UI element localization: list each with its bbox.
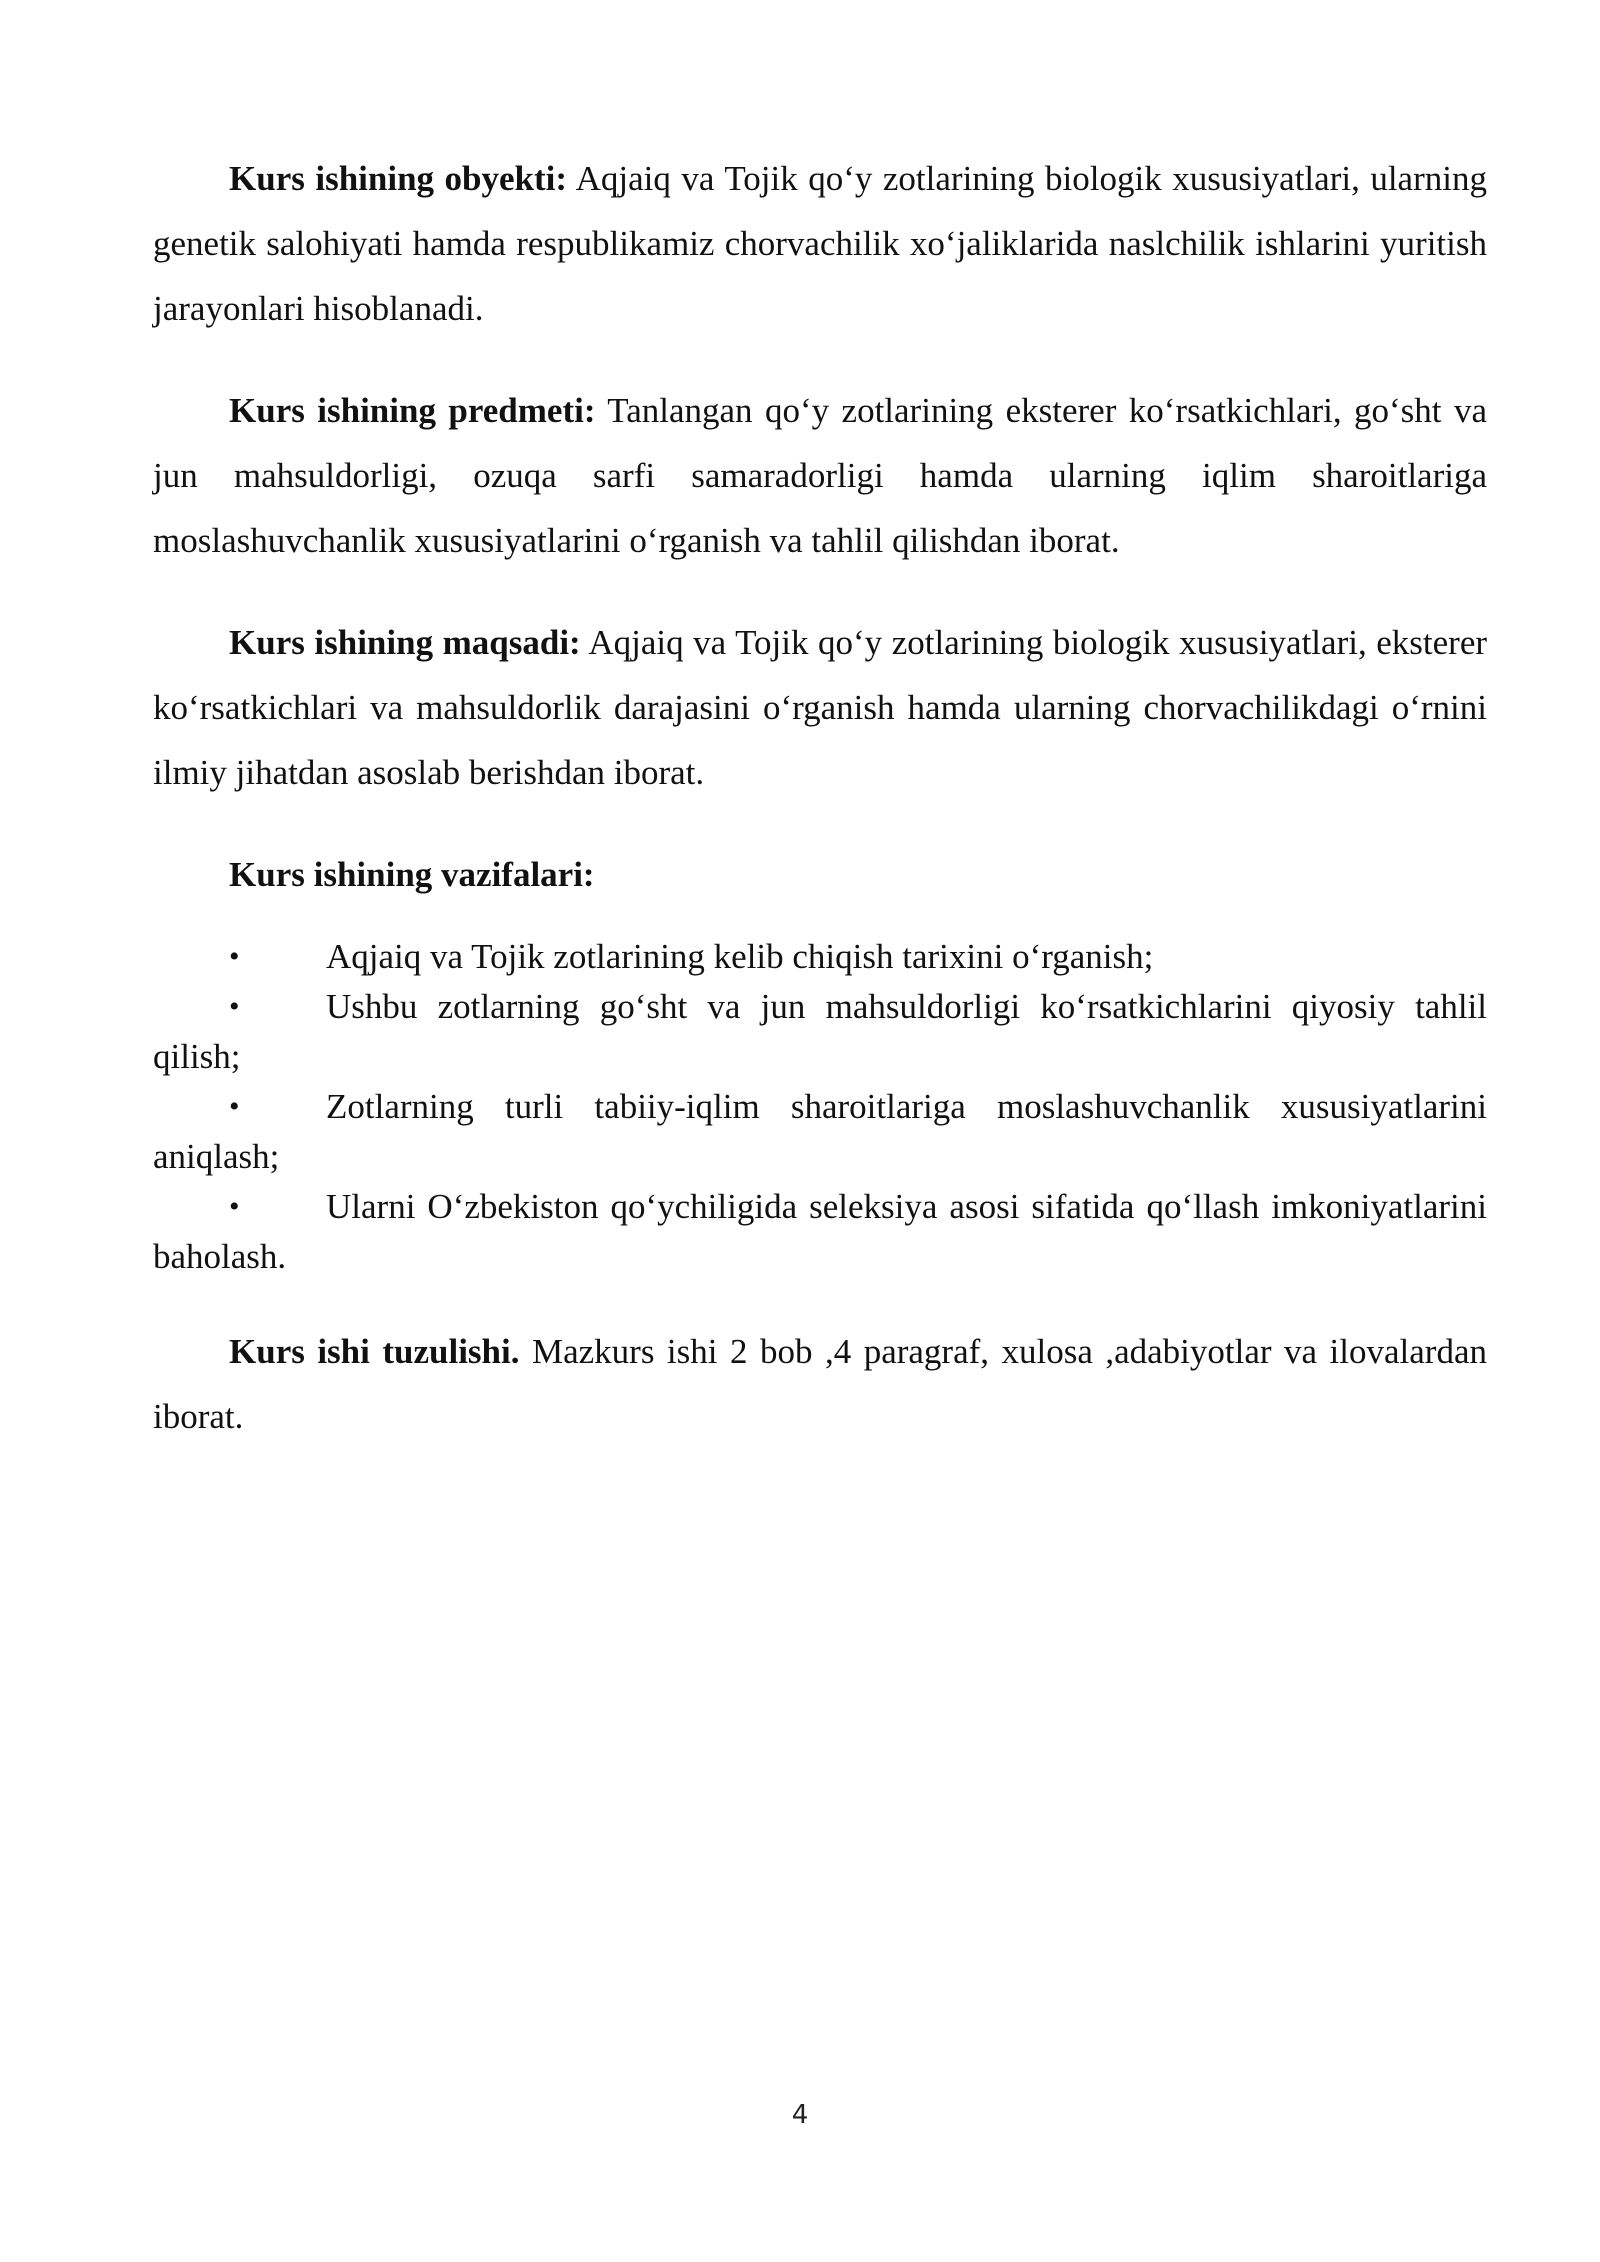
document-page (153, 146, 1487, 1449)
bullet-icon: • (229, 1090, 240, 1123)
page-number: 4 (791, 2100, 809, 2130)
paragraph-goal (153, 610, 1487, 805)
paragraph-object (153, 146, 1487, 341)
paragraph-subject-label: Kurs ishining predmeti: (229, 391, 596, 430)
paragraph-goal-label: Kurs ishining maqsadi: (229, 623, 581, 662)
tasks-list (153, 932, 1487, 1282)
paragraph-subject-text: Tanlangan qo‘y zotlarining eksterer ko‘rsatkichlari, go‘sht va jun mahsuldorligi, ozuqa sarfi samaradorligi hamda ularning iqlim sharoitlariga moslashuvchanlik xususiyatlarini o‘rganish va tahlil qilishdan iborat. (153, 391, 1487, 560)
list-item (153, 1082, 1487, 1182)
paragraph-object-text: Aqjaiq va Tojik qo‘y zotlarining biologik xususiyatlari, ularning genetik salohiyati hamda respublikamiz chorvachilik xo‘jaliklarida naslchilik ishlarini yuritish jarayonlari hisoblanadi. (153, 159, 1487, 328)
task-text: Ularni O‘zbekiston qo‘ychiligida seleksiya asosi sifatida qo‘llash imkoniyatlarini baholash. (153, 1187, 1487, 1276)
paragraph-structure-label: Kurs ishi tuzulishi. (229, 1332, 520, 1371)
list-item (153, 1182, 1487, 1282)
paragraph-structure-text: Mazkurs ishi 2 bob ,4 paragraf, xulosa ,adabiyotlar va ilovalardan iborat. (153, 1332, 1487, 1436)
list-item (153, 932, 1487, 982)
bullet-icon: • (229, 990, 240, 1023)
paragraph-structure (153, 1319, 1487, 1449)
tasks-heading: Kurs ishining vazifalari: (229, 855, 595, 894)
task-text: Aqjaiq va Tojik zotlarining kelib chiqish tarixini o‘rganish; (326, 937, 1154, 976)
list-item (153, 982, 1487, 1082)
paragraph-object-label: Kurs ishining obyekti: (229, 159, 568, 198)
paragraph-goal-text: Aqjaiq va Tojik qo‘y zotlarining biologik xususiyatlari, eksterer ko‘rsatkichlari va mahsuldorlik darajasini o‘rganish hamda ularning chorvachilikdagi o‘rnini ilmiy jihatdan asoslab berishdan iborat. (153, 623, 1488, 792)
bullet-icon: • (229, 940, 240, 973)
bullet-icon: • (229, 1190, 240, 1223)
task-text: Ushbu zotlarning go‘sht va jun mahsuldorligi ko‘rsatkichlarini qiyosiy tahlil qilish; (153, 987, 1487, 1076)
task-text: Zotlarning turli tabiiy-iqlim sharoitlariga moslashuvchanlik xususiyatlarini aniqlash; (153, 1087, 1487, 1176)
paragraph-subject (153, 378, 1487, 573)
